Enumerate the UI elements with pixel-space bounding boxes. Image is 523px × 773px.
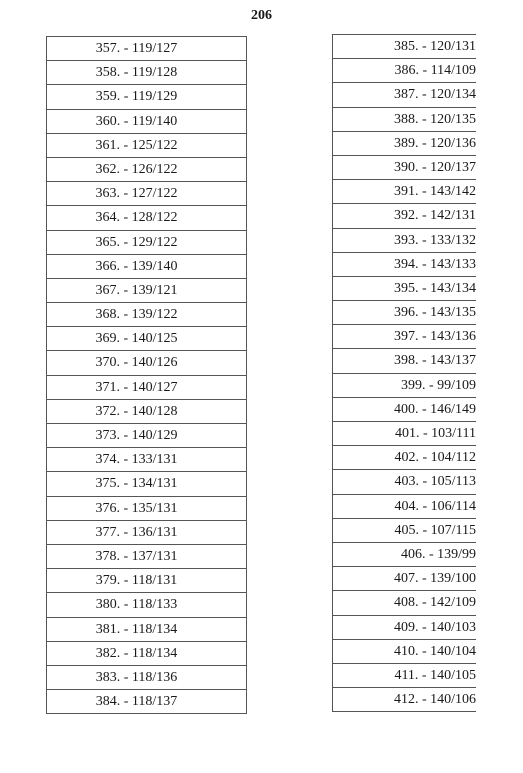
table-row: 390. - 120/137 xyxy=(333,156,476,180)
table-row: 396. - 143/135 xyxy=(333,301,476,325)
table-row: 384. - 118/137 xyxy=(47,690,246,714)
table-row: 393. - 133/132 xyxy=(333,229,476,253)
table-row: 403. - 105/113 xyxy=(333,470,476,494)
table-row: 360. - 119/140 xyxy=(47,110,246,134)
table-row: 363. - 127/122 xyxy=(47,182,246,206)
table-row: 387. - 120/134 xyxy=(333,83,476,107)
table-row: 372. - 140/128 xyxy=(47,400,246,424)
table-row: 364. - 128/122 xyxy=(47,206,246,230)
table-row: 412. - 140/106 xyxy=(333,688,476,712)
table-row: 394. - 143/133 xyxy=(333,253,476,277)
table-row: 392. - 142/131 xyxy=(333,204,476,228)
table-row: 365. - 129/122 xyxy=(47,231,246,255)
table-row: 362. - 126/122 xyxy=(47,158,246,182)
table-row: 377. - 136/131 xyxy=(47,521,246,545)
table-row: 380. - 118/133 xyxy=(47,593,246,617)
table-row: 358. - 119/128 xyxy=(47,61,246,85)
table-row: 359. - 119/129 xyxy=(47,85,246,109)
table-row: 357. - 119/127 xyxy=(47,37,246,61)
table-row: 381. - 118/134 xyxy=(47,618,246,642)
table-row: 391. - 143/142 xyxy=(333,180,476,204)
table-row: 371. - 140/127 xyxy=(47,376,246,400)
table-row: 368. - 139/122 xyxy=(47,303,246,327)
table-row: 405. - 107/115 xyxy=(333,519,476,543)
table-row: 407. - 139/100 xyxy=(333,567,476,591)
table-row: 369. - 140/125 xyxy=(47,327,246,351)
table-row: 374. - 133/131 xyxy=(47,448,246,472)
table-row: 389. - 120/136 xyxy=(333,132,476,156)
table-row: 376. - 135/131 xyxy=(47,497,246,521)
table-row: 361. - 125/122 xyxy=(47,134,246,158)
table-row: 411. - 140/105 xyxy=(333,664,476,688)
table-row: 386. - 114/109 xyxy=(333,59,476,83)
page-number: 206 xyxy=(251,8,272,23)
table-row: 404. - 106/114 xyxy=(333,495,476,519)
table-row: 397. - 143/136 xyxy=(333,325,476,349)
table-row: 401. - 103/111 xyxy=(333,422,476,446)
table-row: 410. - 140/104 xyxy=(333,640,476,664)
right-entries-table xyxy=(332,34,476,712)
table-row: 383. - 118/136 xyxy=(47,666,246,690)
table-row: 402. - 104/112 xyxy=(333,446,476,470)
table-row: 399. - 99/109 xyxy=(333,374,476,398)
table-row: 409. - 140/103 xyxy=(333,616,476,640)
table-row: 375. - 134/131 xyxy=(47,472,246,496)
table-row: 398. - 143/137 xyxy=(333,349,476,373)
table-row: 370. - 140/126 xyxy=(47,351,246,375)
table-row: 366. - 139/140 xyxy=(47,255,246,279)
table-row: 406. - 139/99 xyxy=(333,543,476,567)
table-row: 382. - 118/134 xyxy=(47,642,246,666)
table-row: 379. - 118/131 xyxy=(47,569,246,593)
table-row: 385. - 120/131 xyxy=(333,35,476,59)
table-row: 373. - 140/129 xyxy=(47,424,246,448)
table-row: 367. - 139/121 xyxy=(47,279,246,303)
table-row: 395. - 143/134 xyxy=(333,277,476,301)
table-row: 400. - 146/149 xyxy=(333,398,476,422)
left-entries-table xyxy=(46,36,247,714)
table-row: 388. - 120/135 xyxy=(333,108,476,132)
table-row: 408. - 142/109 xyxy=(333,591,476,615)
table-row: 378. - 137/131 xyxy=(47,545,246,569)
